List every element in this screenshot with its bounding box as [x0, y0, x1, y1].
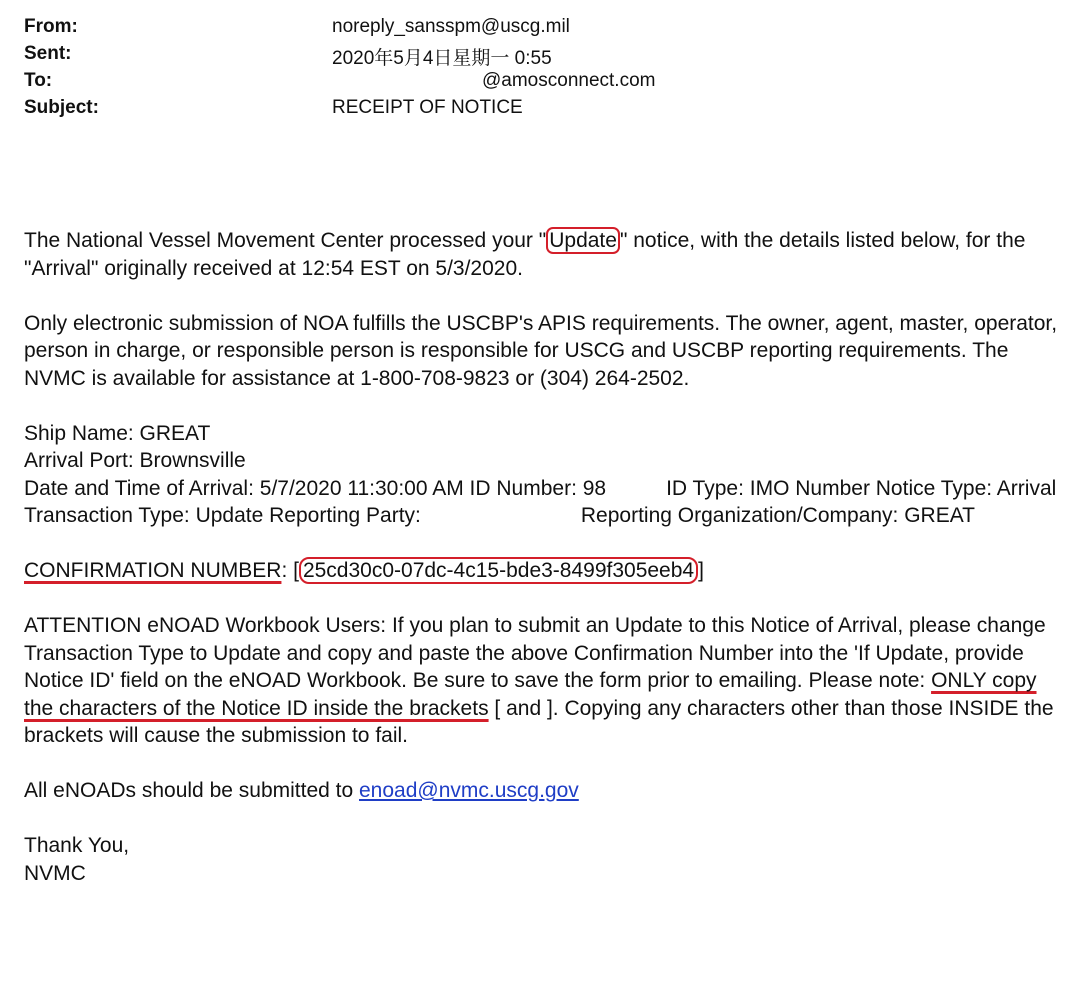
subject-label: Subject: — [24, 97, 99, 118]
enoad-email-link[interactable]: enoad@nvmc.uscg.gov — [359, 779, 579, 802]
header-from-row — [24, 16, 1064, 43]
header-sent-row — [24, 43, 1064, 70]
vessel-details — [24, 420, 1069, 530]
update-highlight: Update — [546, 227, 620, 254]
thanks-text: Thank You, — [24, 834, 130, 857]
signoff — [24, 832, 1069, 887]
attention-underlined: ONLY copy the characters of the Notice ID inside the brackets — [24, 669, 1037, 720]
processed-text-end: " notice, with the details listed below, for the "Arrival" originally received at 12:54 EST on 5/3/2020. — [24, 229, 1026, 280]
sent-label: Sent: — [24, 43, 72, 64]
confirmation-close: ] — [698, 559, 704, 582]
arrival-details-c: Reporting Organization/Company: GREAT — [580, 504, 976, 527]
confirmation-label: CONFIRMATION NUMBER — [24, 559, 282, 582]
processed-paragraph — [24, 227, 1069, 282]
ship-name: Ship Name: GREAT — [24, 421, 211, 445]
sent-value: 2020年5月4日星期一 0:55 — [332, 48, 552, 69]
attention-text-end: [ and ]. Copying any characters other than those INSIDE the brackets will cause the submission to fail. — [24, 696, 1054, 747]
attention-text-start: ATTENTION eNOAD Workbook Users: If you plan to submit an Update to this Notice of Arrival, please change Transaction Type to Update and copy and paste the above Confirmation Number into the 'If Update, provide Notice ID' field on the eNOAD Workbook. Be sure to save the form prior to emailing. Please note: — [24, 614, 1046, 692]
arrival-details-a: Date and Time of Arrival: 5/7/2020 11:30:00 AM ID Number: 98 — [24, 476, 607, 500]
confirmation-line — [24, 557, 1069, 585]
attention-paragraph — [24, 612, 1069, 750]
to-label: To: — [24, 70, 53, 91]
confirmation-number: 25cd30c0-07dc-4c15-bde3-8499f305eeb4 — [299, 557, 698, 584]
email-header — [24, 16, 1064, 124]
header-to-row — [24, 70, 1064, 97]
to-value-wrap — [332, 70, 655, 92]
to-value: @amosconnect.com — [482, 70, 656, 91]
from-value: noreply_sansspm@uscg.mil — [332, 16, 570, 37]
submission-line — [24, 777, 1069, 805]
subject-value: RECEIPT OF NOTICE — [332, 97, 523, 118]
email-body — [24, 227, 1069, 915]
requirements-paragraph: Only electronic submission of NOA fulfills the USCBP's APIS requirements. The owner, agent, master, operator, person in charge, or responsible person is responsible for USCG and USCBP reporting requirements. The NVMC is available for assistance at 1-800-708-9823 or (304) 264-2502. — [24, 311, 1058, 390]
header-subject-row — [24, 97, 1064, 124]
confirmation-open: : [ — [281, 559, 299, 582]
arrival-port: Arrival Port: Brownsville — [24, 449, 246, 472]
submission-text: All eNOADs should be submitted to — [24, 779, 359, 802]
processed-text-start: The National Vessel Movement Center processed your " — [24, 229, 547, 252]
signature: NVMC — [24, 861, 86, 885]
arrival-details-b: ID Type: IMO Number Notice Type: Arrival Transaction Type: Update Reporting Party: — [24, 476, 1057, 527]
from-label: From: — [24, 16, 78, 37]
